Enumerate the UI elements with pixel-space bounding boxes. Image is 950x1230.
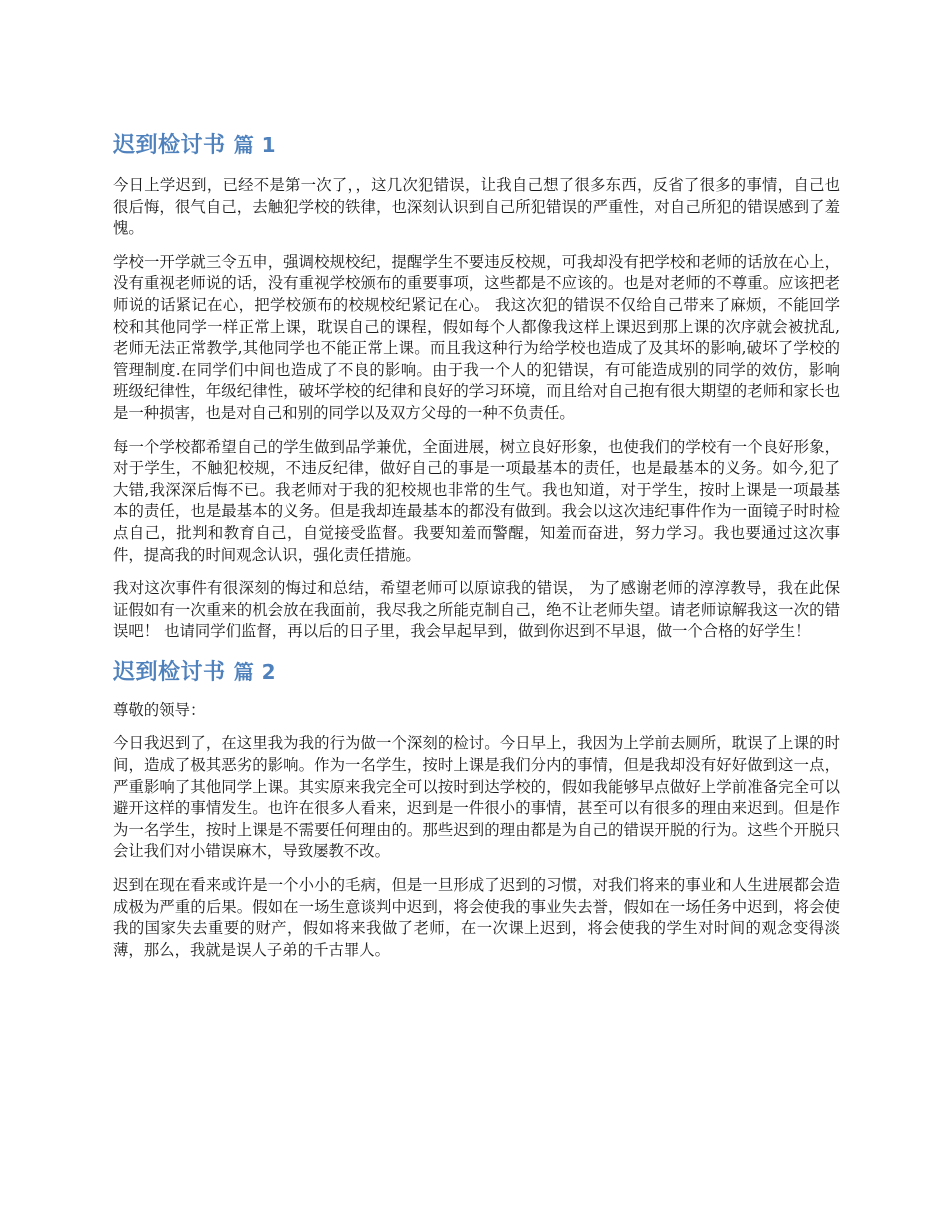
section-1-paragraph-1: 今日上学迟到，已经不是第一次了，，这几次犯错误，让我自己想了很多东西，反省了很多的事情，自己也很后悔，很气自己，去触犯学校的铁律，也深刻认识到自己所犯错误的严重性，对自己所犯的错误感到了羞愧。 [113,176,840,238]
section-1-heading [113,128,840,163]
section-2-heading [113,655,840,690]
section-1-paragraph-3: 每一个学校都希望自己的学生做到品学兼优，全面进展，树立良好形象，也使我们的学校有一个良好形象，对于学生，不触犯校规，不违反纪律，做好自己的事是一项最基本的责任，也是最基本的义务。如今,犯了大错,我深深后悔不已。我老师对于我的犯校规也非常的生气。我也知道，对于学生，按时上课是一项最基本的责任，也是最基本的义务。但是我却连最基本的都没有做到。我会以这次违纪事件作为一面镜子时时检点自己，批判和教育自己，自觉接受监督。我要知羞而警醒，知羞而奋进，努力学习。我也要通过这次事件，提高我的时间观念认识，强化责任措施。 [113,437,840,564]
document-page [113,122,840,973]
section-2-number: 篇 2 [233,659,277,684]
section-1-paragraph-4: 我对这次事件有很深刻的悔过和总结，希望老师可以原谅我的错误， 为了感谢老师的淳淳教导，我在此保证假如有一次重来的机会放在我面前，我尽我之所能克制自己，绝不让老师失望。请老师谅解我这一次的错误吧！ 也请同学们监督，再以后的日子里，我会早起早到，做到你迟到不早退，做一个合格的好学生！ [113,579,840,641]
section-1-number: 篇 1 [233,133,277,157]
section-2-greeting: 尊敬的领导： [113,700,206,719]
section-1-title: 迟到检讨书 [113,133,226,158]
section-2-paragraph-2: 迟到在现在看来或许是一个小小的毛病，但是一旦形成了迟到的习惯，对我们将来的事业和人生进展都会造成极为严重的后果。假如在一场生意谈判中迟到，将会使我的事业失去誉，假如在一场任务中迟到，将会使我的国家失去重要的财产，假如将来我做了老师，在一次课上迟到，将会使我的学生对时间的观念变得淡薄，那么，我就是误人子弟的千古罪人。 [113,876,840,959]
section-2-title: 迟到检讨书 [113,659,226,685]
section-2-paragraph-1: 今日我迟到了，在这里我为我的行为做一个深刻的检讨。今日早上，我因为上学前去厕所，耽误了上课的时间，造成了极其恶劣的影响。作为一名学生，按时上课是我们分内的事情，但是我却没有好好做到这一点，严重影响了其他同学上课。其实原来我完全可以按时到达学校的，假如我能够早点做好上学前准备完全可以避开这样的事情发生。也许在很多人看来，迟到是一件很小的事情，甚至可以有很多的理由来迟到。但是作为一名学生，按时上课是不需要任何理由的。那些迟到的理由都是为自己的错误开脱的行为。这些个开脱只会让我们对小错误麻木，导致屡教不改。 [113,734,840,861]
section-1-paragraph-2: 学校一开学就三令五申，强调校规校纪，提醒学生不要违反校规，可我却没有把学校和老师的话放在心上，没有重视老师说的话，没有重视学校颁布的重要事项，这些都是不应该的。也是对老师的不尊重。应该把老师说的话紧记在心，把学校颁布的校规校纪紧记在心。 我这次犯的错误不仅给自己带来了麻烦，不能回学校和其他同学一样正常上课，耽误自己的课程，假如每个人都像我这样上课迟到那上课的次序就会被扰乱,老师无法正常教学,其他同学也不能正常上课。而且我这种行为给学校也造成了及其坏的影响,破坏了学校的管理制度.在同学们中间也造成了不良的影响。由于我一个人的犯错误，有可能造成别的同学的效仿，影响班级纪律性，年级纪律性，破坏学校的纪律和良好的学习环境，而且给对自己抱有很大期望的老师和家长也是一种损害，也是对自己和别的同学以及双方父母的一种不负责任。 [113,252,840,422]
